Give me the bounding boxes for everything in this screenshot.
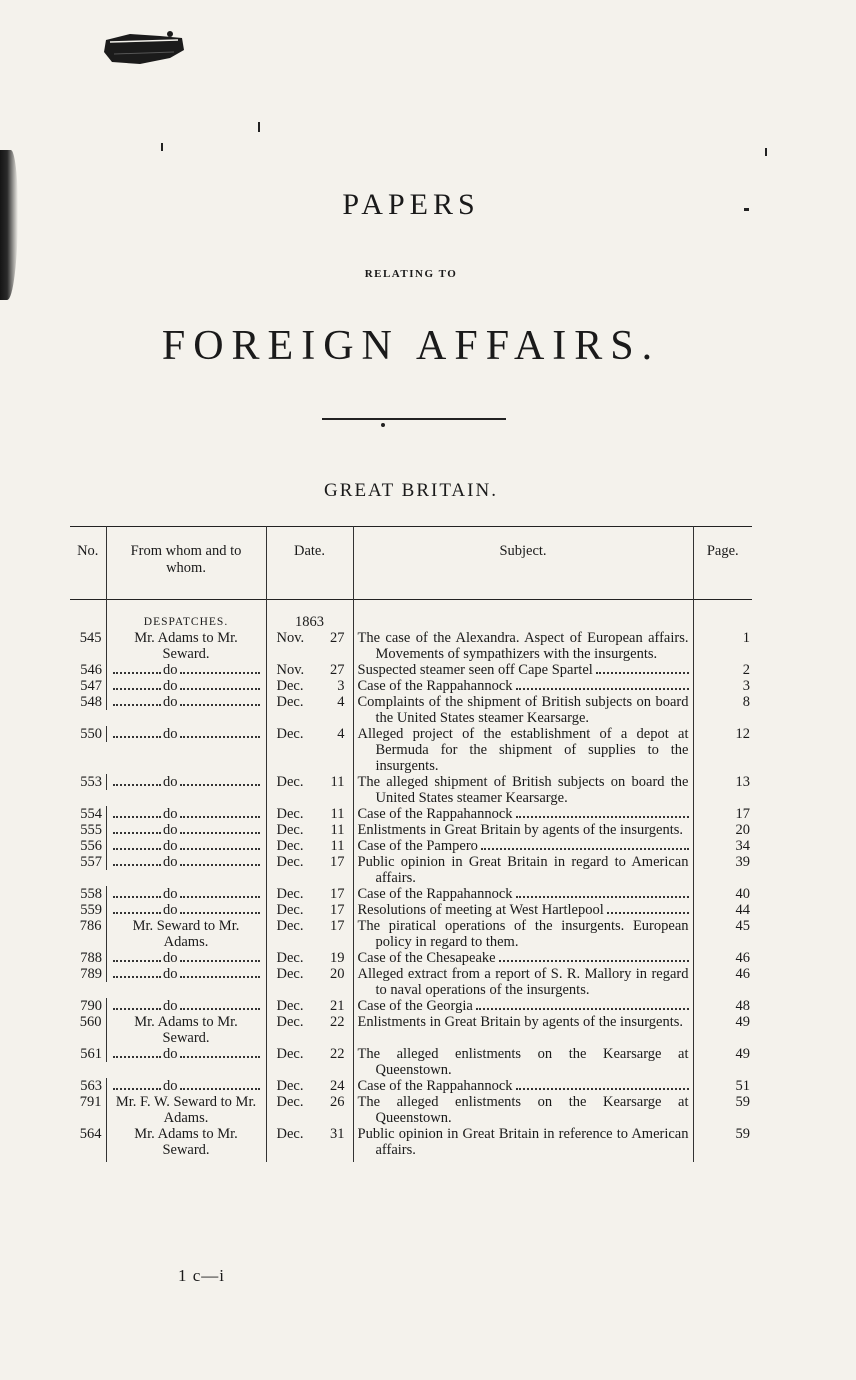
subject-text: Public opinion in Great Britain in regard to American affairs. (357, 854, 689, 886)
row-page: 46 (693, 950, 752, 966)
row-month: Dec. (276, 1014, 304, 1030)
row-subject (353, 806, 693, 822)
row-number: 557 (80, 854, 102, 870)
row-page: 59 (693, 1094, 752, 1126)
table-row (70, 998, 752, 1014)
row-page: 2 (693, 662, 752, 678)
table-row (70, 902, 752, 918)
row-day: 11 (330, 774, 345, 790)
row-month: Dec. (276, 774, 304, 790)
row-date (266, 1126, 353, 1162)
row-number: 561 (80, 1046, 102, 1062)
table-row (70, 1094, 752, 1126)
row-page: 13 (693, 774, 752, 806)
row-date (266, 1014, 353, 1046)
ditto-label: do (163, 678, 178, 694)
subject-text: Case of the Rappahannock (357, 1078, 513, 1094)
row-subject (353, 678, 693, 694)
row-date (266, 774, 353, 806)
subject-text: Suspected steamer seen off Cape Spartel (357, 662, 593, 678)
subject-text: Alleged project of the establishment of a depot at Bermuda for the shipment of supplies to the insurgents. (357, 726, 689, 774)
subject-text: The alleged shipment of British subjects on board the United States steamer Kearsarge. (357, 774, 689, 806)
row-page: 8 (693, 694, 752, 726)
row-day: 22 (330, 1046, 345, 1062)
ditto-label: do (163, 966, 178, 982)
table-row (70, 1046, 752, 1078)
section-row (70, 614, 752, 630)
ditto-label: do (163, 1078, 178, 1094)
row-date (266, 966, 353, 998)
row-from (106, 950, 266, 966)
row-page: 40 (693, 886, 752, 902)
row-page: 51 (693, 1078, 752, 1094)
row-number: 547 (80, 678, 102, 694)
row-subject (353, 630, 693, 662)
row-month: Dec. (276, 726, 304, 742)
row-month: Dec. (276, 854, 304, 870)
row-day: 21 (330, 998, 345, 1014)
row-number: 788 (80, 950, 102, 966)
row-month: Dec. (276, 822, 304, 838)
row-page: 3 (693, 678, 752, 694)
table-row (70, 630, 752, 662)
row-from (106, 678, 266, 694)
row-month: Dec. (276, 1126, 304, 1142)
row-page: 59 (693, 1126, 752, 1162)
row-from: Mr. Seward to Mr. Adams. (106, 918, 266, 950)
ink-speck (161, 143, 163, 151)
subject-text: Alleged extract from a report of S. R. Mallory in regard to naval operations of the insurgents. (357, 966, 689, 998)
table-row (70, 886, 752, 902)
ditto-label: do (163, 998, 178, 1014)
ditto-label: do (163, 902, 178, 918)
library-stamp-icon (100, 28, 188, 70)
table-header-row (70, 527, 752, 600)
row-date (266, 1078, 353, 1094)
row-date (266, 838, 353, 854)
ditto-label: do (163, 950, 178, 966)
signature-mark: 1 c—i (178, 1266, 226, 1285)
ditto-label: do (163, 854, 178, 870)
row-date (266, 694, 353, 726)
row-day: 3 (337, 678, 345, 694)
subject-text: The alleged enlistments on the Kearsarge at Queenstown. (357, 1046, 689, 1078)
title-rule (322, 418, 506, 420)
row-page: 39 (693, 854, 752, 886)
row-from (106, 662, 266, 678)
row-from: Mr. F. W. Seward to Mr. Adams. (106, 1094, 266, 1126)
table-row (70, 662, 752, 678)
row-number: 553 (80, 774, 102, 790)
subject-text: The piratical operations of the insurgents. European policy in regard to them. (357, 918, 689, 950)
subject-text: Case of the Pampero (357, 838, 478, 854)
row-page: 34 (693, 838, 752, 854)
table-row (70, 694, 752, 726)
row-date (266, 662, 353, 678)
ditto-label: do (163, 1046, 178, 1062)
row-subject (353, 950, 693, 966)
row-date (266, 902, 353, 918)
row-from (106, 694, 266, 710)
row-date (266, 918, 353, 950)
row-from (106, 838, 266, 854)
row-number: 548 (80, 694, 102, 710)
row-day: 17 (330, 902, 345, 918)
row-number: 564 (79, 1126, 102, 1142)
despatch-index-table (70, 526, 752, 1162)
page-title: PAPERS (342, 188, 480, 221)
row-number: 558 (80, 886, 102, 902)
subject-text: Case of the Chesapeake (357, 950, 496, 966)
row-day: 11 (330, 806, 345, 822)
row-month: Dec. (276, 886, 304, 902)
row-day: 19 (330, 950, 345, 966)
row-subject (353, 886, 693, 902)
row-from (106, 774, 266, 790)
ditto-label: do (163, 774, 178, 790)
row-day: 11 (330, 838, 345, 854)
rule-dot (381, 423, 385, 427)
row-from (106, 966, 266, 982)
row-page: 20 (693, 822, 752, 838)
subject-text: Case of the Rappahannock (357, 806, 513, 822)
subject-text: Public opinion in Great Britain in reference to American affairs. (357, 1126, 689, 1158)
row-number: 791 (79, 1094, 102, 1110)
row-day: 31 (330, 1126, 345, 1142)
row-subject (353, 838, 693, 854)
country-heading: GREAT BRITAIN. (324, 480, 498, 501)
row-subject (353, 1126, 693, 1162)
relating-to-label: RELATING TO (364, 268, 458, 280)
section-heading: DESPATCHES. (106, 614, 266, 630)
row-subject (353, 902, 693, 918)
row-page: 12 (693, 726, 752, 774)
table-row (70, 806, 752, 822)
row-subject (353, 1078, 693, 1094)
row-page: 17 (693, 806, 752, 822)
row-subject (353, 1014, 693, 1046)
ditto-label: do (163, 694, 178, 710)
row-number: 789 (80, 966, 102, 982)
row-date (266, 1094, 353, 1126)
row-month: Nov. (276, 630, 305, 646)
table-row (70, 678, 752, 694)
row-month: Dec. (276, 678, 304, 694)
row-from (106, 902, 266, 918)
row-from (106, 998, 266, 1014)
row-day: 26 (330, 1094, 345, 1110)
row-subject (353, 998, 693, 1014)
row-day: 27 (330, 662, 345, 678)
row-month: Dec. (276, 806, 304, 822)
table-row (70, 1078, 752, 1094)
row-day: 24 (330, 1078, 345, 1094)
row-subject (353, 774, 693, 806)
row-date (266, 854, 353, 886)
ditto-label: do (163, 662, 178, 678)
row-day: 20 (330, 966, 345, 982)
header-from: From whom and to whom. (106, 527, 266, 600)
row-month: Dec. (276, 1078, 304, 1094)
table-row (70, 774, 752, 806)
row-subject (353, 662, 693, 678)
row-number: 550 (80, 726, 102, 742)
row-day: 4 (337, 694, 345, 710)
ink-speck (765, 148, 767, 156)
row-date (266, 886, 353, 902)
row-date (266, 630, 353, 662)
table-row (70, 854, 752, 886)
row-month: Dec. (276, 1046, 304, 1062)
row-month: Dec. (276, 1094, 304, 1110)
subject-text: Case of the Rappahannock (357, 886, 513, 902)
row-from (106, 726, 266, 742)
row-number: 790 (80, 998, 102, 1014)
row-from: Mr. Adams to Mr. Seward. (106, 630, 266, 662)
subject-text: Enlistments in Great Britain by agents of the insurgents. (357, 1014, 684, 1030)
row-subject (353, 966, 693, 998)
row-subject (353, 918, 693, 950)
row-month: Dec. (276, 838, 304, 854)
row-number: 786 (79, 918, 102, 934)
row-date (266, 726, 353, 774)
row-number: 546 (80, 662, 102, 678)
table-row (70, 966, 752, 998)
row-date (266, 806, 353, 822)
main-heading: FOREIGN AFFAIRS. (161, 323, 661, 369)
subject-text: The case of the Alexandra. Aspect of European affairs. Movements of sympathizers with the insurgents. (357, 630, 689, 662)
subject-text: Case of the Georgia (357, 998, 473, 1014)
row-from: Mr. Adams to Mr. Seward. (106, 1126, 266, 1162)
row-number: 555 (80, 822, 102, 838)
row-number: 563 (80, 1078, 102, 1094)
row-from (106, 806, 266, 822)
row-day: 22 (330, 1014, 345, 1030)
subject-text: Enlistments in Great Britain by agents of the insurgents. (357, 822, 684, 838)
table-row (70, 950, 752, 966)
row-page: 49 (693, 1046, 752, 1078)
row-month: Dec. (276, 950, 304, 966)
row-date (266, 950, 353, 966)
row-date (266, 678, 353, 694)
ditto-label: do (163, 726, 178, 742)
row-day: 27 (330, 630, 345, 646)
ditto-label: do (163, 886, 178, 902)
row-page: 44 (693, 902, 752, 918)
row-page: 48 (693, 998, 752, 1014)
row-month: Nov. (276, 662, 305, 678)
table-row (70, 918, 752, 950)
row-from (106, 1046, 266, 1062)
row-from (106, 854, 266, 870)
header-page: Page. (693, 527, 752, 600)
header-no: No. (77, 543, 99, 559)
header-date: Date. (266, 527, 353, 600)
row-number: 556 (80, 838, 102, 854)
row-day: 4 (337, 726, 345, 742)
subject-text: Complaints of the shipment of British subjects on board the United States steamer Kearsarge. (357, 694, 689, 726)
table-row (70, 1014, 752, 1046)
row-from: Mr. Adams to Mr. Seward. (106, 1014, 266, 1046)
ditto-label: do (163, 838, 178, 854)
row-month: Dec. (276, 902, 304, 918)
row-subject (353, 694, 693, 726)
row-subject (353, 726, 693, 774)
row-page: 45 (693, 918, 752, 950)
row-subject (353, 1046, 693, 1078)
header-subject: Subject. (353, 527, 693, 600)
row-day: 17 (330, 854, 345, 870)
table-row (70, 822, 752, 838)
table-row (70, 726, 752, 774)
row-month: Dec. (276, 918, 304, 934)
row-from (106, 886, 266, 902)
row-subject (353, 1094, 693, 1126)
subject-text: Case of the Rappahannock (357, 678, 513, 694)
row-number: 559 (80, 902, 102, 918)
ditto-label: do (163, 822, 178, 838)
row-day: 17 (330, 918, 345, 934)
row-page: 1 (693, 630, 752, 662)
row-page: 46 (693, 966, 752, 998)
subject-text: The alleged enlistments on the Kearsarge at Queenstown. (357, 1094, 689, 1126)
table-row (70, 838, 752, 854)
row-date (266, 998, 353, 1014)
row-date (266, 822, 353, 838)
row-day: 11 (330, 822, 345, 838)
row-number: 545 (79, 630, 102, 646)
row-number: 554 (80, 806, 102, 822)
row-month: Dec. (276, 966, 304, 982)
row-day: 17 (330, 886, 345, 902)
row-from (106, 822, 266, 838)
year-label: 1863 (266, 614, 353, 630)
row-date (266, 1046, 353, 1078)
row-subject (353, 822, 693, 838)
subject-text: Resolutions of meeting at West Hartlepool (357, 902, 604, 918)
ink-speck (258, 122, 260, 132)
row-month: Dec. (276, 694, 304, 710)
row-page: 49 (693, 1014, 752, 1046)
row-from (106, 1078, 266, 1094)
row-subject (353, 854, 693, 886)
row-month: Dec. (276, 998, 304, 1014)
ditto-label: do (163, 806, 178, 822)
table-row (70, 1126, 752, 1162)
row-number: 560 (79, 1014, 102, 1030)
